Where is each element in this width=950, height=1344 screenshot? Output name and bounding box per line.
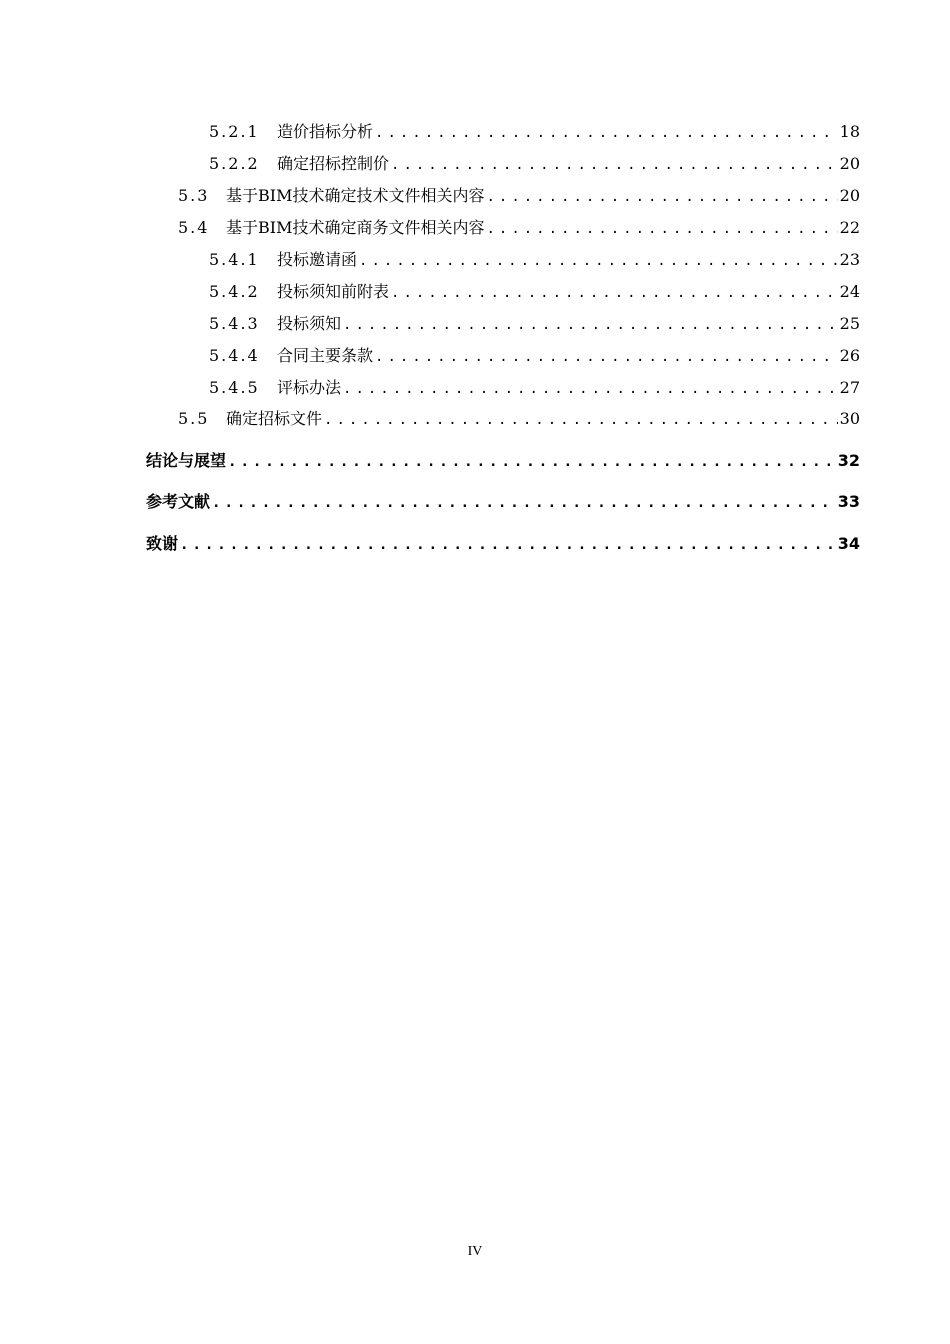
- toc-entry[interactable]: [178, 183, 860, 205]
- toc-entry-number: 5.4.5: [209, 378, 260, 397]
- toc-entry[interactable]: [209, 151, 860, 173]
- toc-entry-number: 5.3: [178, 186, 210, 205]
- toc-entry-number: 5.5: [178, 409, 210, 428]
- toc-entry-title: 基于BIM技术确定商务文件相关内容: [226, 218, 485, 237]
- toc-leader-dots: [212, 495, 836, 511]
- toc-entry-page: 30: [839, 409, 860, 428]
- toc-entry[interactable]: [178, 406, 860, 428]
- toc-entry-chapter[interactable]: [146, 448, 860, 470]
- toc-entry-number: 5.4.3: [209, 314, 260, 333]
- toc-entry-number: 5.2.2: [209, 154, 260, 173]
- toc-entry-page: 24: [839, 282, 860, 301]
- toc-entry-page: 22: [839, 218, 860, 237]
- toc-leader-dots: [391, 157, 838, 173]
- toc-entry-page: 25: [839, 314, 860, 333]
- toc-leader-dots: [228, 454, 836, 470]
- page-number-footer: IV: [467, 1244, 483, 1259]
- toc-entry-title: 投标邀请函: [277, 250, 358, 269]
- toc-leader-dots: [343, 381, 838, 397]
- toc-leader-dots: [375, 125, 838, 141]
- toc-entry-number: 5.2.1: [209, 122, 260, 141]
- toc-entry-title: 投标须知: [277, 314, 342, 333]
- toc-entry[interactable]: [209, 247, 860, 269]
- toc-entry-title: 评标办法: [277, 378, 342, 397]
- toc-entry[interactable]: [209, 375, 860, 397]
- toc-entry-title: 合同主要条款: [277, 346, 374, 365]
- toc-entry-chapter[interactable]: [146, 531, 860, 553]
- toc-entry[interactable]: [209, 311, 860, 333]
- toc-leader-dots: [486, 221, 837, 237]
- toc-entry-title: 结论与展望: [146, 451, 227, 470]
- toc-entry-chapter[interactable]: [146, 489, 860, 511]
- toc-leader-dots: [180, 537, 836, 553]
- toc-entry[interactable]: [209, 279, 860, 301]
- toc-entry[interactable]: [209, 119, 860, 141]
- toc-entry-title: 参考文献: [146, 492, 211, 511]
- toc-entry-number: 5.4.4: [209, 346, 260, 365]
- toc-entry-page: 34: [837, 534, 860, 553]
- toc-entry[interactable]: [178, 215, 860, 237]
- toc-entry-title: 基于BIM技术确定技术文件相关内容: [226, 186, 485, 205]
- toc-entry-number: 5.4: [178, 218, 210, 237]
- toc-leader-dots: [343, 317, 838, 333]
- toc-leader-dots: [391, 285, 838, 301]
- toc-entry-title: 致谢: [146, 534, 179, 553]
- toc-entry[interactable]: [209, 343, 860, 365]
- toc-entry-page: 20: [839, 154, 860, 173]
- toc-entry-page: 33: [837, 492, 860, 511]
- toc-entry-page: 32: [837, 451, 860, 470]
- toc-entry-title: 确定招标控制价: [277, 154, 390, 173]
- toc-leader-dots: [486, 189, 837, 205]
- toc-entry-title: 投标须知前附表: [277, 282, 390, 301]
- toc-leader-dots: [375, 349, 838, 365]
- toc-entry-page: 20: [839, 186, 860, 205]
- toc-entry-title: 造价指标分析: [277, 122, 374, 141]
- toc-entry-page: 26: [839, 346, 860, 365]
- toc-leader-dots: [359, 253, 838, 269]
- toc-leader-dots: [324, 412, 838, 428]
- toc-entry-page: 23: [839, 250, 860, 269]
- toc-entry-title: 确定招标文件: [226, 409, 323, 428]
- toc-entry-page: 18: [839, 122, 860, 141]
- toc-entry-page: 27: [839, 378, 860, 397]
- toc-entry-number: 5.4.2: [209, 282, 260, 301]
- toc-entry-number: 5.4.1: [209, 250, 260, 269]
